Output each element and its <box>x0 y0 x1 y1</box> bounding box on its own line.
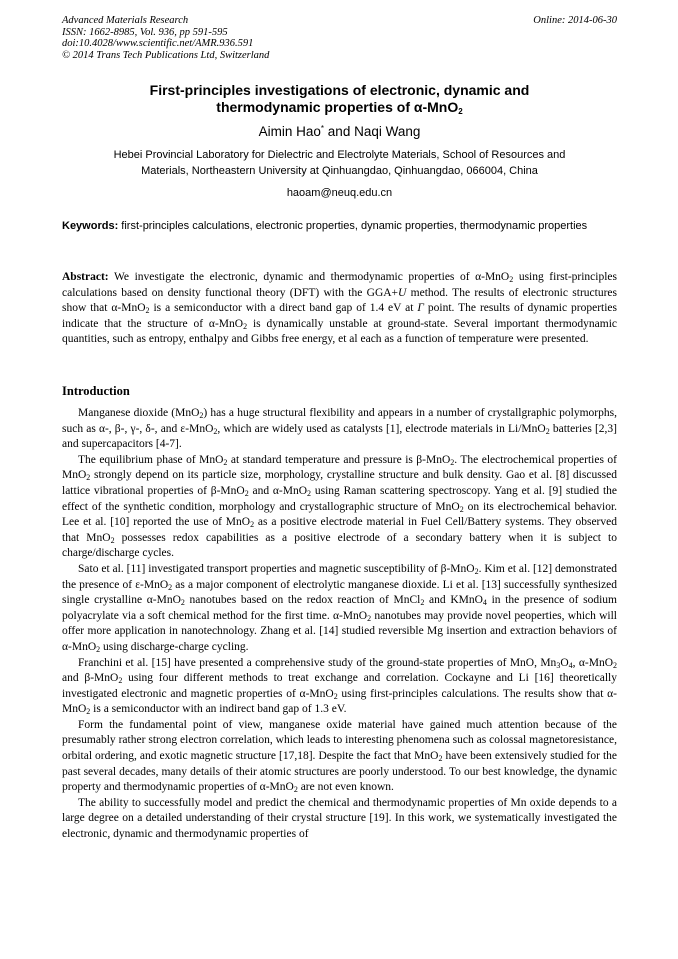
issn-line: ISSN: 1662-8985, Vol. 936, pp 591-595 <box>62 26 228 38</box>
keywords-label: Keywords: <box>62 220 119 232</box>
affiliation-line-1: Hebei Provincial Laboratory for Dielectric and Electrolyte Materials, School of Resources and <box>113 149 566 161</box>
online-date: Online: 2014-06-30 <box>533 15 617 26</box>
paragraph: Manganese dioxide (MnO$_2$) has a huge structural flexibility and appears in a number of crystallgraphic polymorphs, such as α-, β-, γ-, δ-, and ε-MnO$_2$, which are widely used as catalysts [1], electrode materials in Li/MnO$_2$ batteries [2,3] and supercapacitors [4-7]. <box>62 407 617 451</box>
copyright-line: © 2014 Trans Tech Publications Ltd, Switzerland <box>62 49 270 61</box>
paragraph: The ability to successfully model and predict the chemical and thermodynamic properties of Mn oxide depends to a large degree on a detailed understanding of their crystal structure [19]. In this work, we systematically investigated the electronic, dynamic and thermodynamic properties of <box>62 796 617 841</box>
affiliation <box>62 148 617 179</box>
corresponding-mark: * <box>320 124 325 133</box>
introduction-body <box>62 406 617 843</box>
author-list <box>62 124 617 140</box>
author-1: Aimin Hao <box>258 124 321 139</box>
affiliation-line-2: Materials, Northeastern University at Qinhuangdao, Qinhuangdao, 066004, China <box>141 164 538 177</box>
author-rest: and Naqi Wang <box>324 124 421 139</box>
journal-name: Advanced Materials Research <box>62 15 189 26</box>
author-email: haoam@neuq.edu.cn <box>286 187 393 199</box>
abstract-label: Abstract: <box>62 271 109 283</box>
title-line-2: thermodynamic properties of α-MnO$_2$ <box>216 99 463 116</box>
paper-title <box>62 82 617 116</box>
section-heading-introduction: Introduction <box>62 384 130 398</box>
abstract: Abstract: We investigate the electronic, dynamic and thermodynamic properties of α-MnO$_2$ using first-principles calculations based on density functional theory (DFT) with the GGA+U method. The results of electronic structures show that α-MnO$_2$ is a semiconductor with a direct band gap of 1.4 eV at Γ point. The results of dynamic properties indicate that the structure of α-MnO$_2$ is dynamically unstable at ground-state. Several important thermodynamic quantities, such as entropy, enthalpy and Gibbs free energy, et al each as a function of temperature were presented. <box>62 271 618 346</box>
paragraph: The equilibrium phase of MnO$_2$ at standard temperature and pressure is β-MnO$_2$. The electrochemical properties of MnO$_2$ strongly depend on its particle size, morphology, crystalline structure and bulk density. Gao et al. [8] discussed lattice vibrational properties of β-MnO$_2$ and α-MnO$_2$ using Raman scattering spectroscopy. Yang et al. [9] studied the effect of the synthetic condition, morphology and crystallographic structure of MnO$_2$ on its electrochemical behavior. Lee et al. [10] reported the use of MnO$_2$ as a positive electrode material in Fuel Cell/Battery systems. They observed that MnO$_2$ possesses redox capabilities as a positive electrode of a secondary battery when it is subject to charge/discharge cycles. <box>62 453 618 560</box>
journal-header <box>62 15 617 61</box>
keywords-text: first-principles calculations, electronic properties, dynamic properties, thermodynamic properties <box>118 220 588 232</box>
keywords <box>62 219 617 234</box>
paragraph: Franchini et al. [15] have presented a comprehensive study of the ground-state properties of MnO, $Mn_3O_4$, α-MnO$_2$ and β-MnO$_2$ using four different methods to treat exchange and correlation. Cockayne and Li [16] theoretically investigated electronic and magnetic properties of α-MnO$_2$ using first-principles calculations. The results show that α-MnO$_2$ is a semiconductor with an indirect band gap of 1.3 eV. <box>62 656 617 717</box>
doi-line: doi:10.4028/www.scientific.net/AMR.936.591 <box>62 38 254 49</box>
paragraph: Sato et al. [11] investigated transport properties and magnetic susceptibility of β-MnO$_2$. Kim et al. [12] demonstrated the presence of ε-MnO$_2$ as a major component of electrolytic manganese dioxide. Li et al. [13] successfully synthesized single crystalline α-MnO$_2$ nanotubes based on the redox reaction of MnCl$_2$ and KMnO$_4$ in the presence of sodium polyacrylate via a soft chemical method for the first time. α-MnO$_2$ nanotubes may provide novel peoperties, which will offer more application in nanotechnology. Zhang et al. [14] studied reversible Mg insertion and extraction behaviors of α-MnO$_2$ using discharge-charge cycling. <box>62 562 617 654</box>
title-line-1: First-principles investigations of electronic, dynamic and <box>149 82 530 98</box>
paragraph: Form the fundamental point of view, manganese oxide material have gained much attention because of the presumably rather strong electron correlation, which leads to interesting phenomena such as colossal magnetoresistance, orbital ordering, and exotic magnetic structure [17,18]. Despite the fact that MnO$_2$ have been extensively studied for the past several decades, many details of their atomic structures are poorly understood. To our best knowledge, the dynamic property and thermodynamic properties of α-MnO$_2$ are not even known. <box>62 718 617 795</box>
